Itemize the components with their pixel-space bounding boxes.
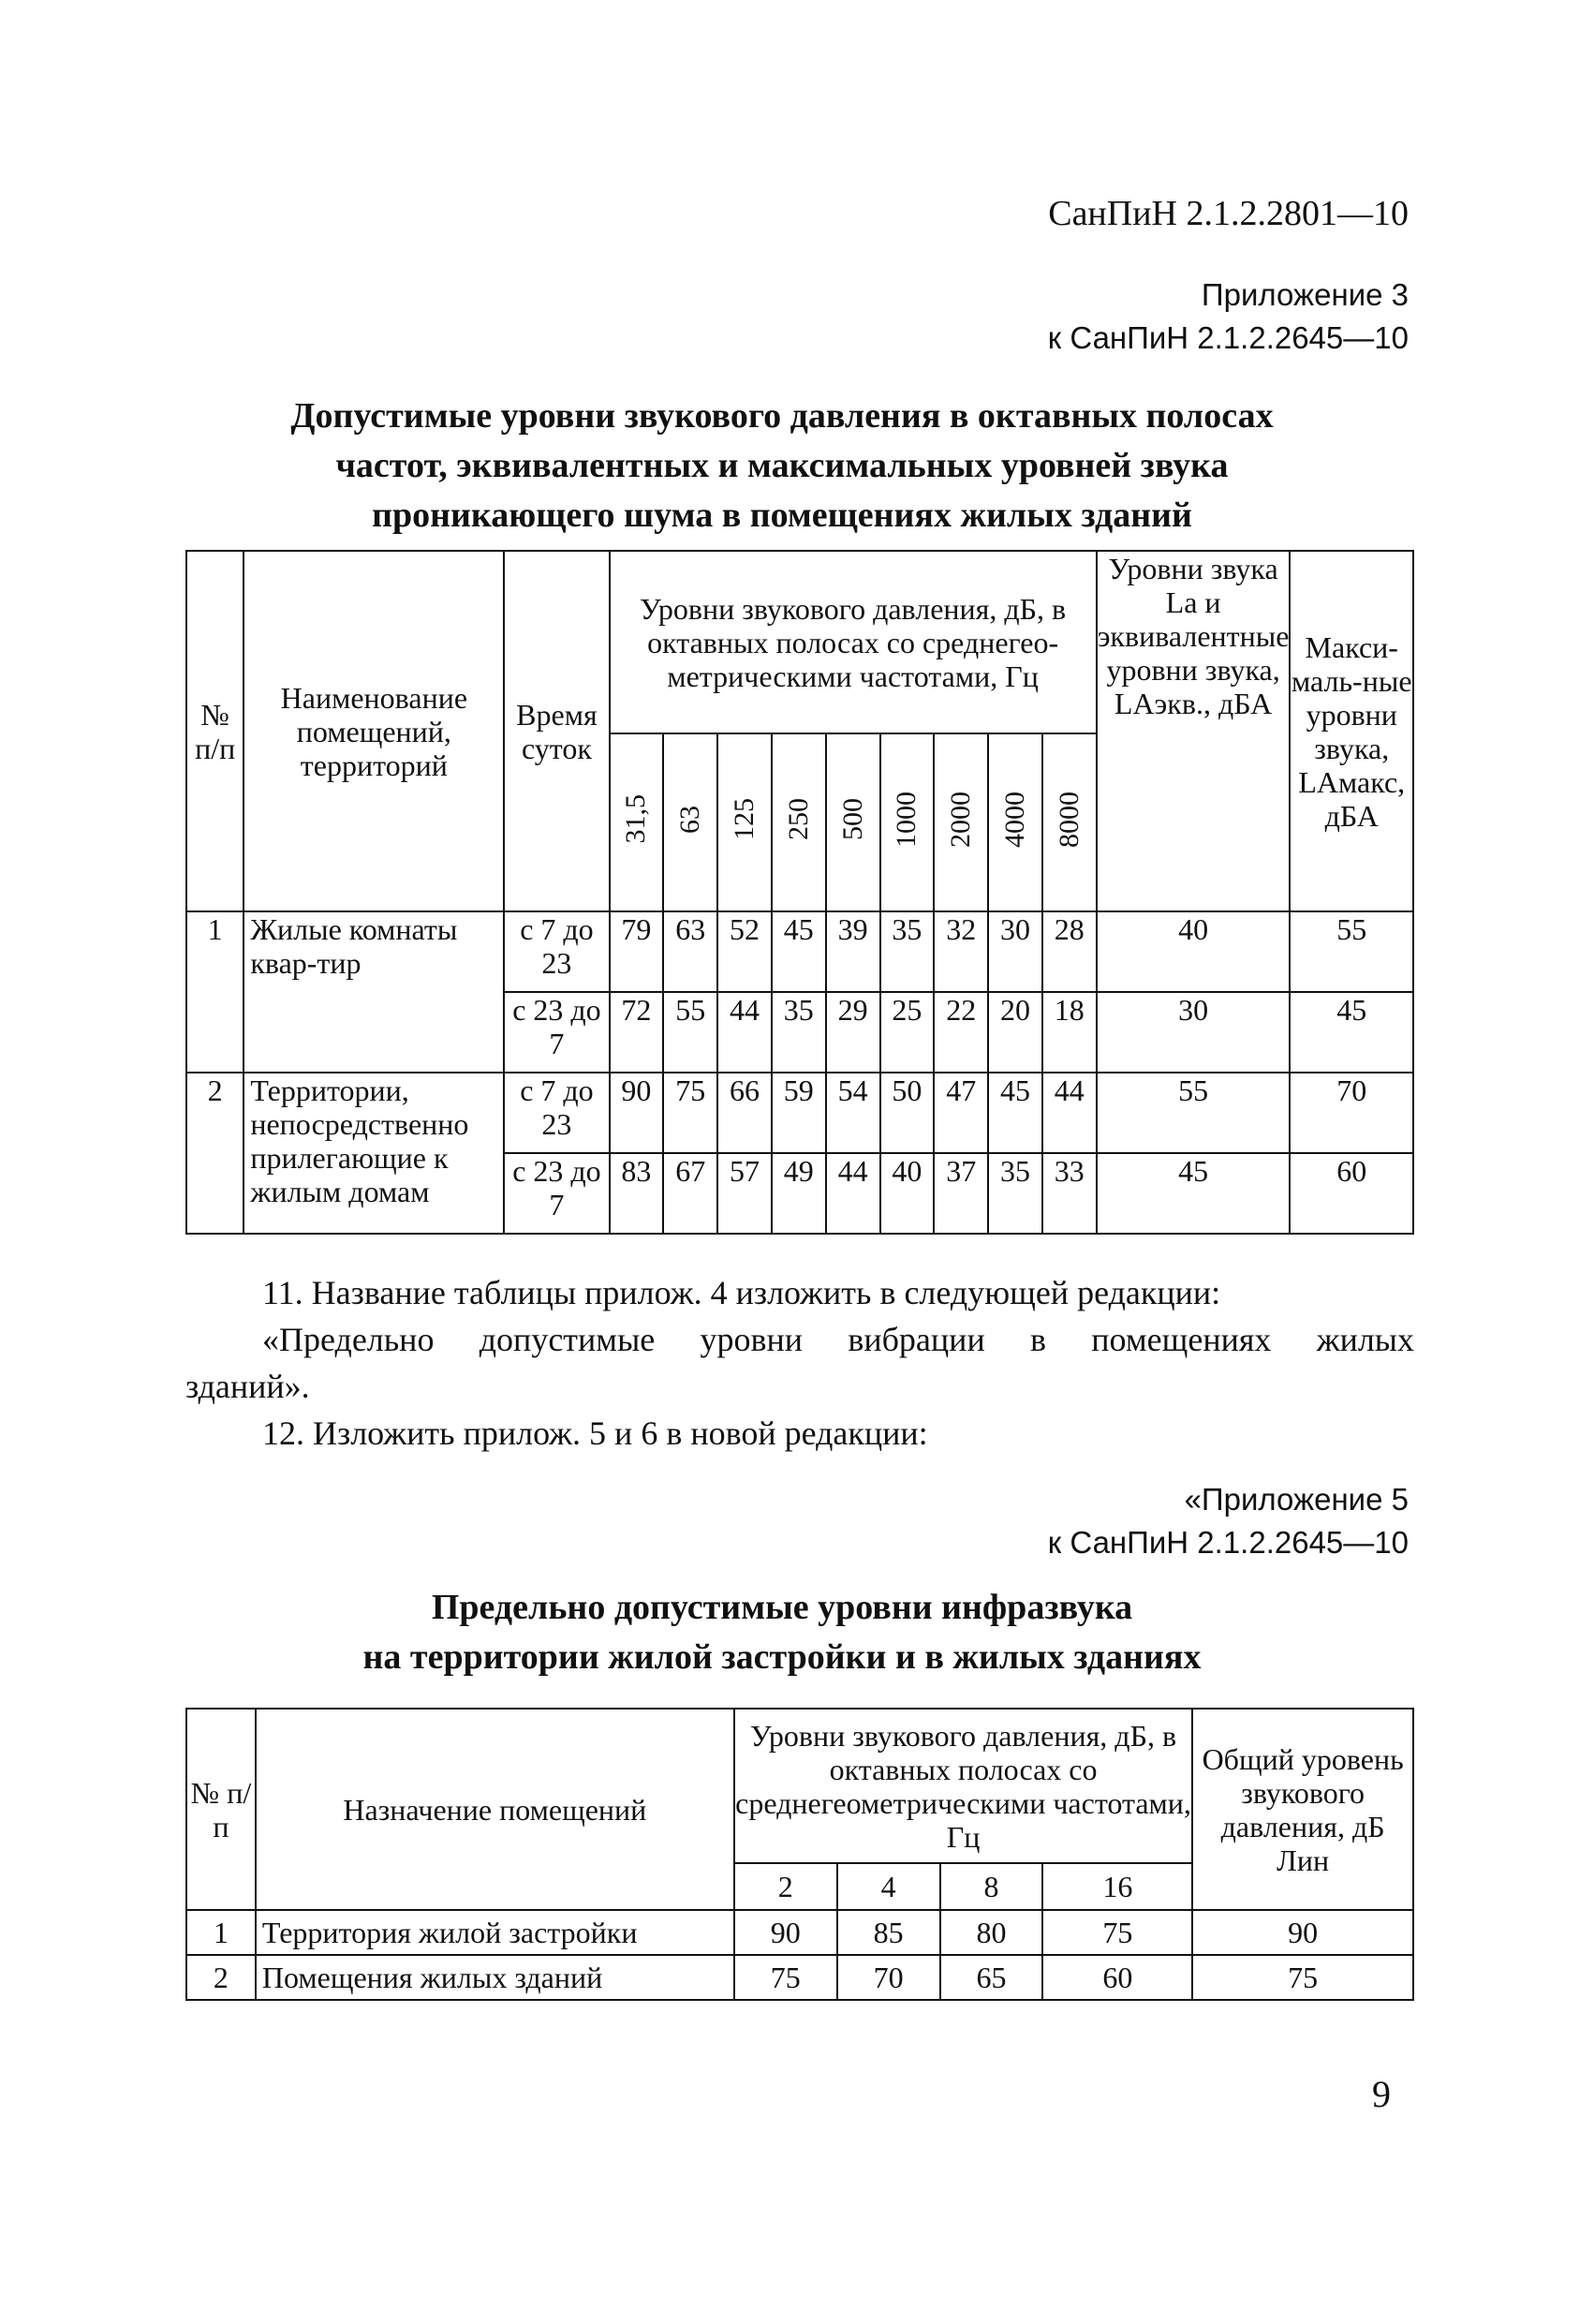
cell-value: 57	[717, 1153, 772, 1234]
freq-header: 250	[772, 733, 826, 911]
appendix-5-label	[1048, 1478, 1409, 1564]
freq-header: 63	[663, 733, 717, 911]
cell-value: 54	[826, 1073, 880, 1153]
header-name: Наименование помещений, территорий	[244, 551, 504, 911]
appendix-3-label	[1048, 274, 1409, 360]
cell-value: 60	[1042, 1955, 1192, 2000]
row-time: с 23 до 7	[504, 992, 609, 1073]
cell-value: 20	[988, 992, 1042, 1073]
table2-title-line: Предельно допустимые уровни инфразвука	[431, 1588, 1133, 1627]
cell-value: 45	[988, 1073, 1042, 1153]
cell-value: 59	[772, 1073, 826, 1153]
cell-value: 52	[717, 911, 772, 992]
cell-value: 40	[880, 1153, 935, 1234]
table-row	[186, 1910, 1413, 1955]
cell-value: 55	[663, 992, 717, 1073]
row-name: Помещения жилых зданий	[256, 1955, 734, 2000]
header-levels: Уровни звукового давления, дБ, в октавных полосах со среднегео-метрическими частотами, Гц	[610, 551, 1097, 733]
table1-title-line: проникающего шума в помещениях жилых зданий	[372, 496, 1192, 535]
cell-value: 75	[663, 1073, 717, 1153]
cell-value: 32	[934, 911, 988, 992]
cell-eq: 45	[1097, 1153, 1291, 1234]
noise-table	[185, 550, 1414, 1235]
appendix-line-1: «Приложение 5	[1184, 1482, 1409, 1517]
cell-value: 39	[826, 911, 880, 992]
cell-value: 33	[1042, 1153, 1097, 1234]
freq-header: 4000	[988, 733, 1042, 911]
cell-max: 45	[1290, 992, 1413, 1073]
freq-header: 31,5	[610, 733, 664, 911]
cell-value: 90	[734, 1910, 837, 1955]
cell-value: 44	[1042, 1073, 1097, 1153]
cell-value: 72	[610, 992, 664, 1073]
cell-eq: 40	[1097, 911, 1291, 992]
cell-value: 70	[837, 1955, 940, 2000]
cell-value: 18	[1042, 992, 1097, 1073]
cell-eq: 55	[1097, 1073, 1291, 1153]
freq-header: 8000	[1042, 733, 1097, 911]
cell-value: 50	[880, 1073, 935, 1153]
row-num: 2	[186, 1073, 244, 1234]
cell-total: 75	[1192, 1955, 1413, 2000]
table2-title	[140, 1583, 1424, 1682]
table1-title-line: частот, эквивалентных и максимальных уровней звука	[335, 446, 1229, 485]
appendix-line-2: к СанПиН 2.1.2.2645—10	[1047, 1525, 1409, 1560]
header-eq-levels: Уровни звука La и эквивалентные уровни звука, LАэкв., дБА	[1097, 551, 1291, 911]
freq-header: 500	[826, 733, 880, 911]
cell-value: 67	[663, 1153, 717, 1234]
cell-value: 35	[880, 911, 935, 992]
freq-header: 16	[1042, 1863, 1192, 1910]
header-time: Время суток	[504, 551, 609, 911]
cell-value: 45	[772, 911, 826, 992]
cell-max: 60	[1290, 1153, 1413, 1234]
table-row	[186, 1955, 1413, 2000]
cell-total: 90	[1192, 1910, 1413, 1955]
freq-header: 8	[940, 1863, 1043, 1910]
header-name: Назначение помещений	[256, 1709, 734, 1910]
row-time: с 7 до 23	[504, 911, 609, 992]
cell-value: 29	[826, 992, 880, 1073]
cell-value: 25	[880, 992, 935, 1073]
cell-value: 44	[717, 992, 772, 1073]
cell-value: 80	[940, 1910, 1043, 1955]
freq-header: 4	[837, 1863, 940, 1910]
cell-value: 75	[1042, 1910, 1192, 1955]
row-num: 1	[186, 911, 244, 1073]
appendix-line-1: Приложение 3	[1201, 277, 1409, 312]
cell-value: 79	[610, 911, 664, 992]
table-row	[186, 1073, 1413, 1153]
header-levels: Уровни звукового давления, дБ, в октавных полосах со среднегеометрическими частотами, Гц	[734, 1709, 1192, 1863]
table2-title-line: на территории жилой застройки и в жилых зданиях	[362, 1637, 1202, 1677]
infrasound-table	[185, 1708, 1414, 2001]
row-time: с 23 до 7	[504, 1153, 609, 1234]
paragraph-11: 11. Название таблицы прилож. 4 изложить в следующей редакции:	[262, 1274, 1221, 1311]
cell-value: 49	[772, 1153, 826, 1234]
row-name: Территория жилой застройки	[256, 1910, 734, 1955]
header-max-levels: Макси-маль-ные уровни звука, LАмакс, дБА	[1290, 551, 1413, 911]
cell-value: 66	[717, 1073, 772, 1153]
freq-header: 2	[734, 1863, 837, 1910]
cell-value: 44	[826, 1153, 880, 1234]
paragraph-12: 12. Изложить прилож. 5 и 6 в новой редакции:	[262, 1414, 928, 1452]
cell-value: 85	[837, 1910, 940, 1955]
cell-value: 37	[934, 1153, 988, 1234]
paragraph-11-quote: «Предельно допустимые уровни вибрации в помещениях жилых	[262, 1321, 1414, 1358]
row-name: Территории, непосредственно прилегающие к жилым домам	[244, 1073, 504, 1234]
header-num: № п/п	[186, 1709, 256, 1910]
page-number: 9	[1372, 2073, 1391, 2115]
row-time: с 7 до 23	[504, 1073, 609, 1153]
cell-value: 30	[988, 911, 1042, 992]
header-num: № п/п	[186, 551, 244, 911]
document-code: СанПиН 2.1.2.2801—10	[1048, 194, 1409, 233]
cell-max: 70	[1290, 1073, 1413, 1153]
cell-value: 83	[610, 1153, 664, 1234]
cell-value: 28	[1042, 911, 1097, 992]
cell-eq: 30	[1097, 992, 1291, 1073]
cell-value: 63	[663, 911, 717, 992]
paragraph-11-quote-end: зданий».	[185, 1368, 310, 1405]
cell-value: 75	[734, 1955, 837, 2000]
freq-header: 125	[717, 733, 772, 911]
freq-header: 2000	[934, 733, 988, 911]
row-num: 1	[186, 1910, 256, 1955]
cell-max: 55	[1290, 911, 1413, 992]
cell-value: 65	[940, 1955, 1043, 2000]
row-name: Жилые комнаты квар-тир	[244, 911, 504, 1073]
appendix-line-2: к СанПиН 2.1.2.2645—10	[1047, 320, 1409, 355]
cell-value: 90	[610, 1073, 664, 1153]
table-row	[186, 911, 1413, 992]
cell-value: 47	[934, 1073, 988, 1153]
row-num: 2	[186, 1955, 256, 2000]
table1-title-line: Допустимые уровни звукового давления в октавных полосах	[290, 396, 1274, 436]
cell-value: 35	[772, 992, 826, 1073]
cell-value: 22	[934, 992, 988, 1073]
header-total: Общий уровень звукового давления, дБ Лин	[1192, 1709, 1413, 1910]
table1-title	[140, 392, 1424, 540]
cell-value: 35	[988, 1153, 1042, 1234]
freq-header: 1000	[880, 733, 935, 911]
